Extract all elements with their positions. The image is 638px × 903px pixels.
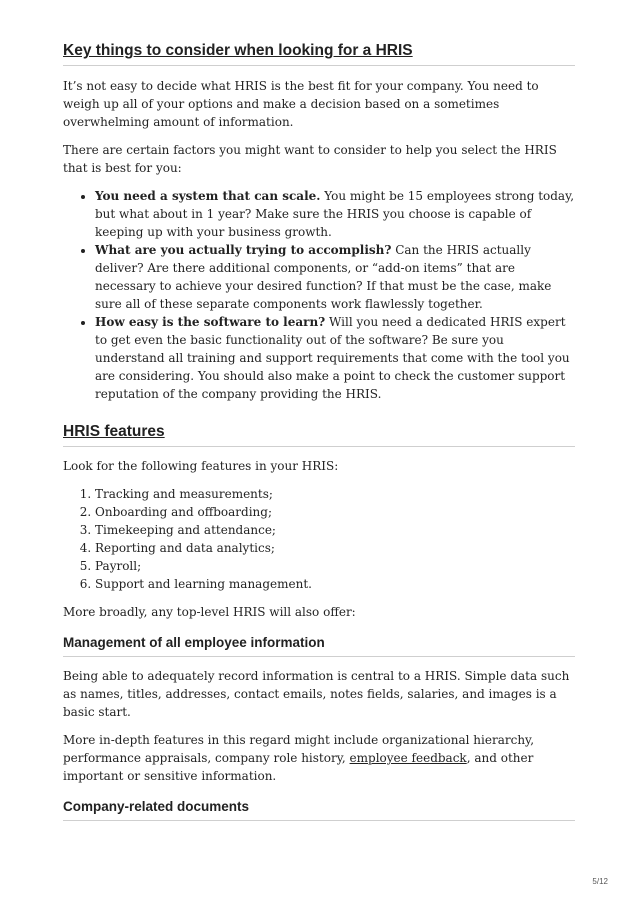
page-number: 5/12 bbox=[592, 877, 608, 886]
paragraph-record-information: Being able to adequately record information is central to a HRIS. Simple data such as names, titles, addresses, contact emails, notes fields, salaries, and images is a basic start. bbox=[63, 669, 570, 719]
list-item: 4. Reporting and data analytics; bbox=[95, 539, 575, 557]
list-item: 6. Support and learning management. bbox=[95, 575, 575, 593]
paragraph-intro: It’s not easy to decide what HRIS is the best fit for your company. You need to weigh up all of your options and make a decision based on a sometimes overwhelming amount of information. bbox=[63, 79, 539, 129]
list-item: • What are you actually trying to accomplish? Can the HRIS actually deliver? Are there additional components, or “add-on items” that are necessary to achieve your desired function? If that must be the case, make sure all of these separate components work flawlessly together. bbox=[95, 241, 575, 313]
list-item: 5. Payroll; bbox=[95, 557, 575, 575]
paragraph-features-intro: Look for the following features in your HRIS: bbox=[63, 459, 339, 473]
subheading-company-documents: Company-related documents bbox=[63, 799, 575, 821]
subheading-employee-information: Management of all employee information bbox=[63, 635, 575, 657]
list-item: 3. Timekeeping and attendance; bbox=[95, 521, 575, 539]
list-item: 2. Onboarding and offboarding; bbox=[95, 503, 575, 521]
list-item: • How easy is the software to learn? Will you need a dedicated HRIS expert to get even the basic functionality out of the software? Be sure you understand all training and support requirements that come with the tool you are considering. You should also make a point to check the customer support reputation of the company providing the HRIS. bbox=[95, 313, 575, 403]
list-item: 1. Tracking and measurements; bbox=[95, 485, 575, 503]
paragraph-factors: There are certain factors you might want to consider to help you select the HRIS that is best for you: bbox=[63, 143, 557, 175]
section-heading-key-things: Key things to consider when looking for a HRIS bbox=[63, 42, 575, 66]
paragraph-broadly: More broadly, any top-level HRIS will also offer: bbox=[63, 605, 356, 619]
employee-feedback-link[interactable]: employee feedback bbox=[349, 751, 467, 765]
section-heading-hris-features: HRIS features bbox=[63, 423, 575, 447]
paragraph-in-depth-features: More in-depth features in this regard might include organizational hierarchy, performance appraisals, company role history, employee feedback, and other important or sensitive information. bbox=[63, 733, 535, 783]
list-item: • You need a system that can scale. You might be 15 employees strong today, but what about in 1 year? Make sure the HRIS you choose is capable of keeping up with your business growth. bbox=[95, 187, 575, 241]
features-list bbox=[63, 485, 575, 593]
considerations-list bbox=[63, 187, 575, 403]
